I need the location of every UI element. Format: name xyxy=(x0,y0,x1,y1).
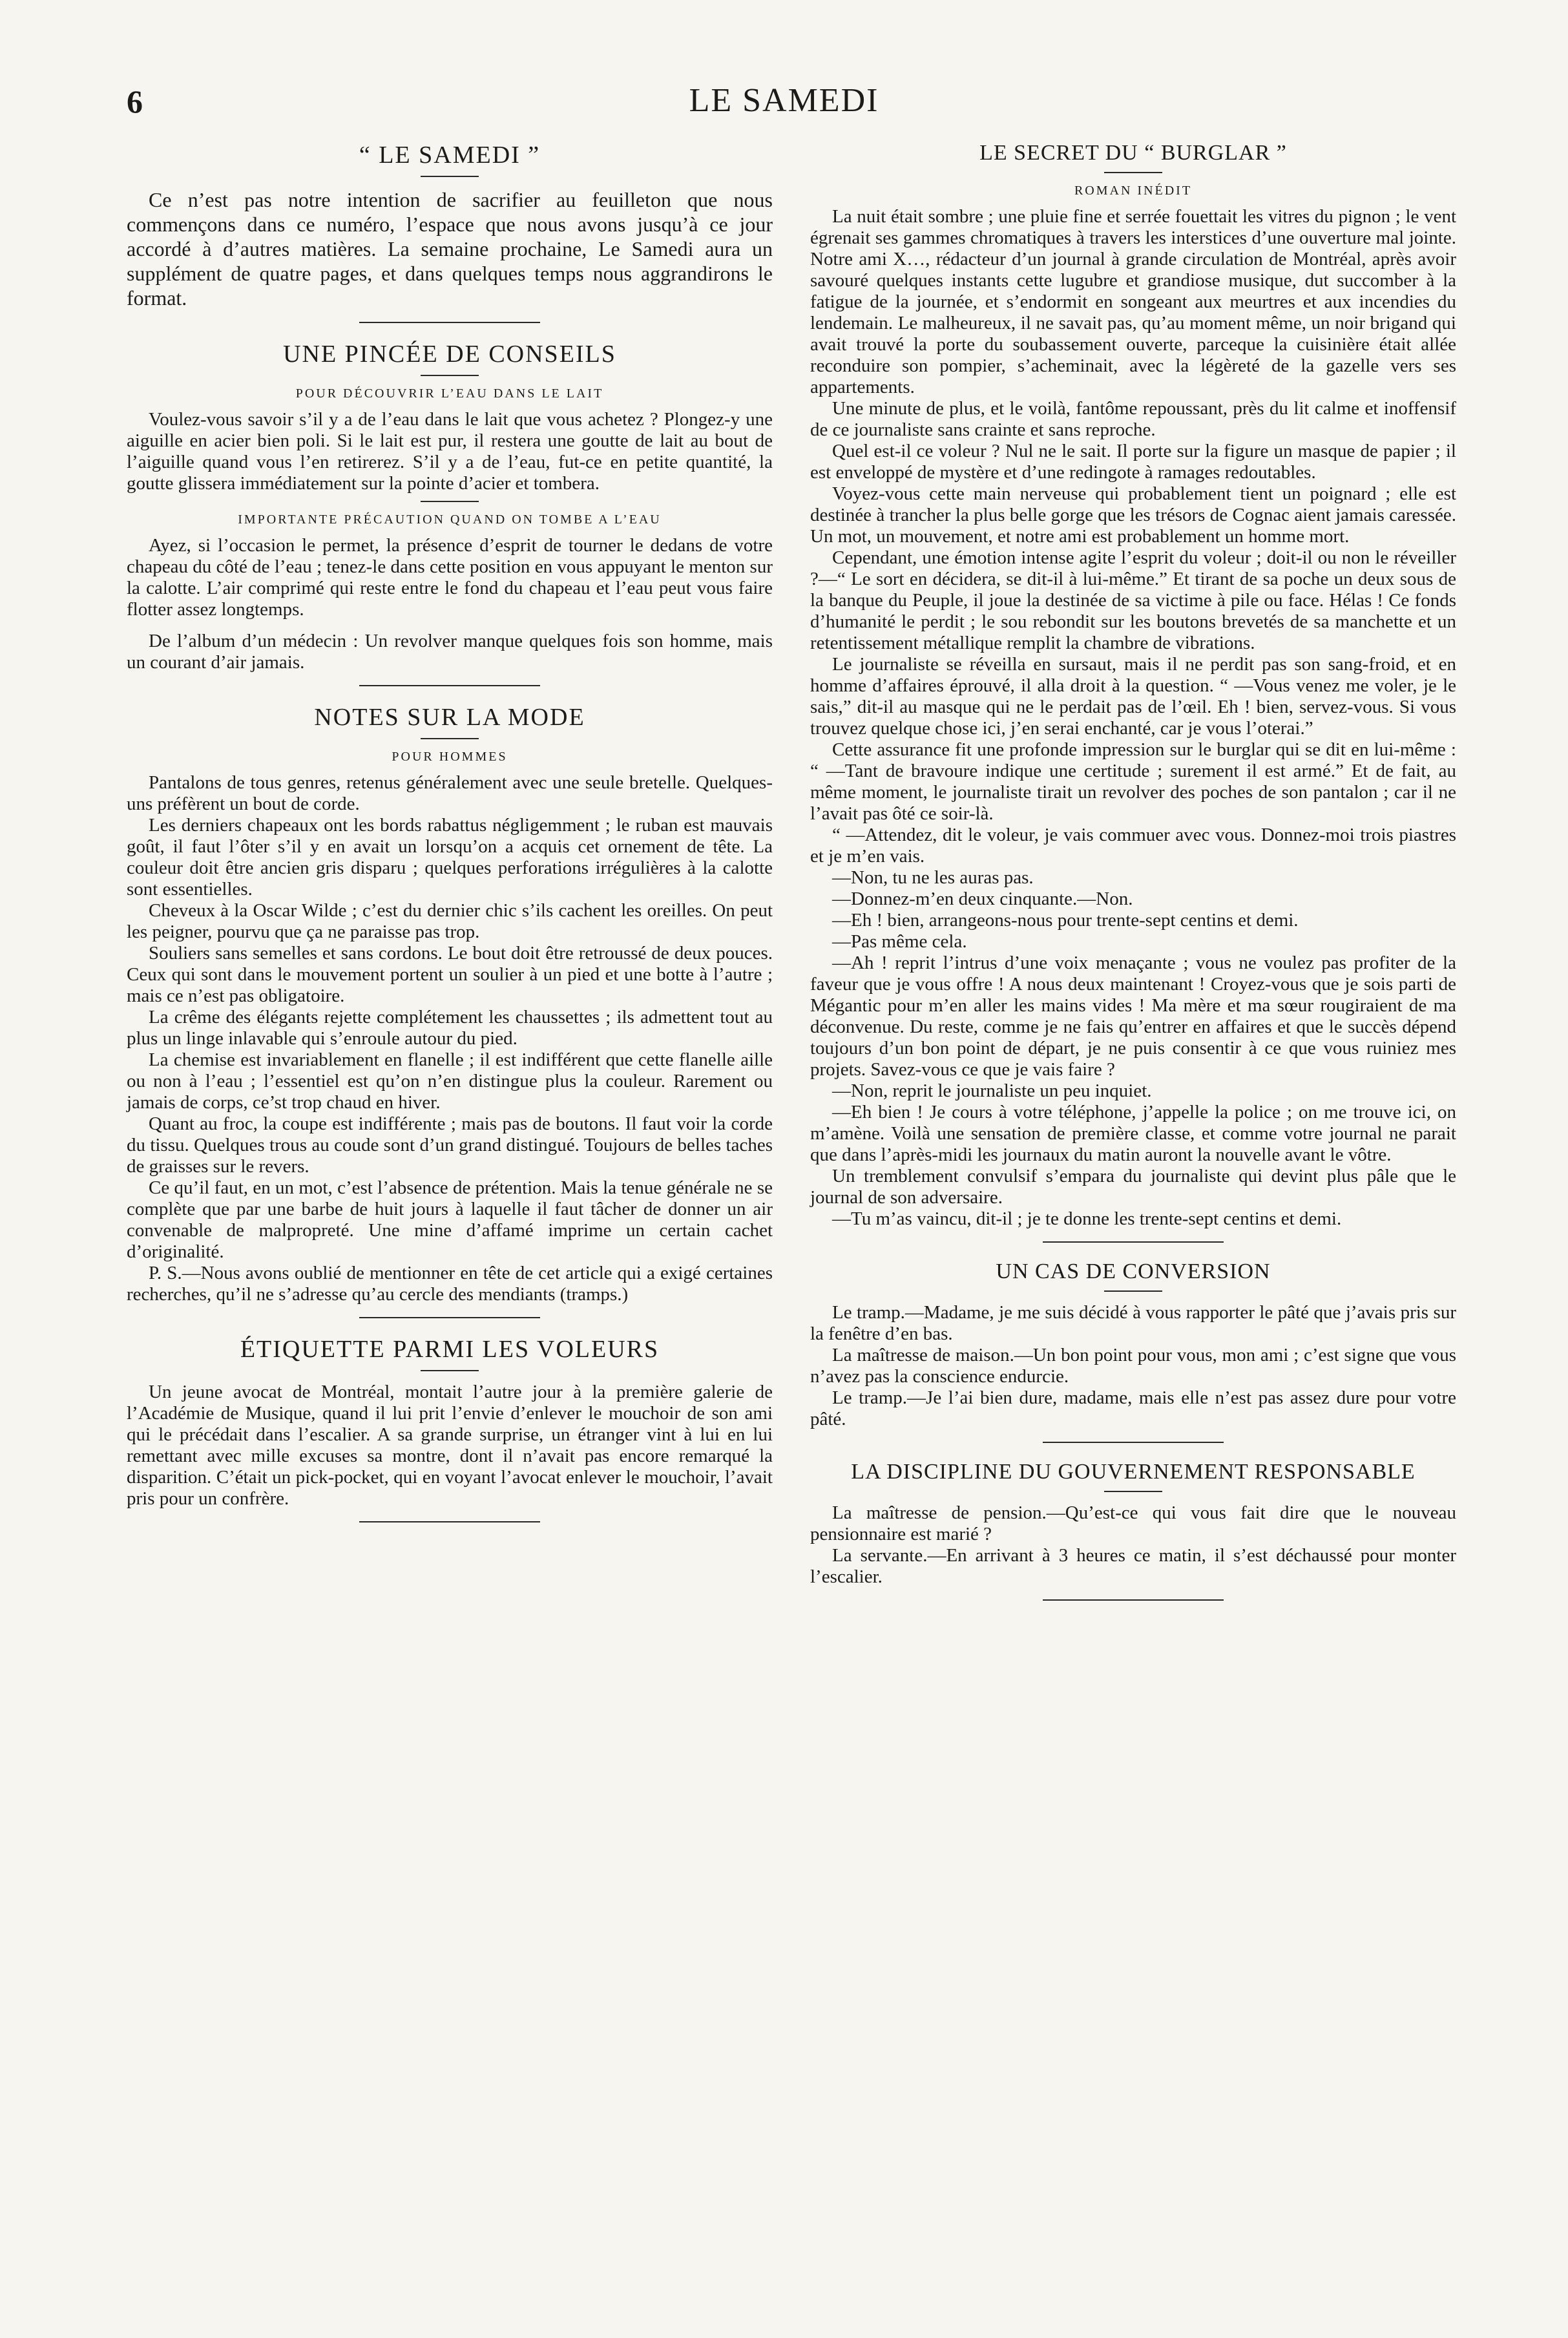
page-number: 6 xyxy=(127,83,143,120)
section-subtitle: POUR DÉCOUVRIR L’EAU DANS LE LAIT xyxy=(295,386,604,401)
section-un-cas-de-conversion xyxy=(810,1259,1456,1430)
paragraph: Les derniers chapeaux ont les bords rabattus négligemment ; le ruban est mauvais goût, il faut l’ôter s’il y en avait un lorsqu’on a acquis cet ornement de tête. La couleur doit être ancien gris disparu ; quelques perforations irrégulières à la calotte sont essentielles. xyxy=(127,815,773,900)
paragraph: Cheveux à la Oscar Wilde ; c’est du dernier chic s’ils cachent les oreilles. On peut les peigner, pourvu que ça ne paraisse pas trop. xyxy=(127,900,773,942)
paragraph: Une minute de plus, et le voilà, fantôme repoussant, près du lit calme et inoffensif de ce journaliste sans crainte et sans reproche. xyxy=(810,398,1456,440)
paragraph: —Donnez-m’en deux cinquante.—Non. xyxy=(832,889,1133,909)
paragraph: Ayez, si l’occasion le permet, la présence d’esprit de tourner le dedans de votre chapeau du côté de l’eau ; tenez-le dans cette position en vous appuyant le menton sur la calotte. L’air comprimé qui reste entre le fond du chapeau et l’eau peut vous faire flotter assez longtemps. xyxy=(127,535,773,620)
divider xyxy=(359,1521,540,1522)
divider xyxy=(1043,1241,1224,1243)
section-title: “ LE SAMEDI ” xyxy=(359,142,541,169)
section-title: NOTES SUR LA MODE xyxy=(314,704,585,731)
paragraph: La servante.—En arrivant à 3 heures ce matin, il s’est déchaussé pour monter l’escalier. xyxy=(810,1545,1456,1587)
paragraph: Souliers sans semelles et sans cordons. Le bout doit être retroussé de deux pouces. Ceux qui sont dans le mouvement portent un soulier à un pied et une botte à l’autre ; mais ce n’est pas obligatoire. xyxy=(127,943,773,1006)
divider xyxy=(421,1370,479,1371)
paragraph: —Ah ! reprit l’intrus d’une voix menaçante ; vous ne voulez pas profiter de la faveur que je vous offre ! A nous deux maintenant ! Croyez-vous que je sois parti de Mégantic pour m’en aller les mains vides ! Ma mère et ma sœur rougiraient de ma déconvenue. Du reste, comme je ne fais qu’entrer en affaires et que le succès dépend toujours d’un bon point de départ, je ne puis consentir à ce que vous ruiniez mes projets. Savez-vous ce que je vais faire ? xyxy=(810,953,1456,1080)
section-title: UNE PINCÉE DE CONSEILS xyxy=(283,341,616,368)
section-title: LA DISCIPLINE DU GOUVERNEMENT RESPONSABLE xyxy=(851,1460,1416,1484)
paragraph: Quel est-il ce voleur ? Nul ne le sait. Il porte sur la figure un masque de papier ; il est enveloppé de mystère et d’une redingote à ramages redoutables. xyxy=(810,441,1456,483)
section-secret-du-burglar xyxy=(810,141,1456,1230)
divider xyxy=(359,1317,540,1318)
paragraph: Ce qu’il faut, en un mot, c’est l’absence de prétention. Mais la tenue générale ne se complète que par une barbe de huit jours à laquelle il faut tâcher de donner un air convenable de malpropreté. Une mine d’affamé imprime un certain cachet d’originalité. xyxy=(127,1177,773,1262)
divider xyxy=(1043,1442,1224,1443)
paragraph: Le tramp.—Madame, je me suis décidé à vous rapporter le pâté que j’avais pris sur la fenêtre d’en bas. xyxy=(810,1302,1456,1344)
section-etiquette-parmi-les-voleurs xyxy=(127,1335,773,1510)
paragraph: Un tremblement convulsif s’empara du journaliste qui devint plus pâle que le journal de son adversaire. xyxy=(810,1166,1456,1208)
section-title: UN CAS DE CONVERSION xyxy=(996,1259,1271,1283)
paragraph: Cependant, une émotion intense agite l’esprit du voleur ; doit-il ou non le réveiller ?—“ Le sort en décidera, se dit-il à lui-même.” Et tirant de sa poche un deux sous de la banque du Peuple, il joue la destinée de sa victime à pile ou face. Hélas ! Ce fonds d’humanité le perdit ; le sou rebondit sur les boutons brevetés de sa manchette et un retentissement métallique remplit la chambre de vibrations. xyxy=(810,547,1456,653)
paragraph: La crême des élégants rejette complétement les chaussettes ; ils admettent tout au plus un linge inlavable qui s’enroule autour du pied. xyxy=(127,1007,773,1049)
right-column xyxy=(810,141,1456,1617)
section-pincee-de-conseils xyxy=(127,340,773,673)
paragraph: Cette assurance fit une profonde impression sur le burglar qui se dit en lui-même : “ —Tant de bravoure indique une certitude ; surement il est armé.” Et de fait, au même moment, le journaliste tirait un revolver des poches de son pantalon ; car il ne l’avait pas ôté ce soir-là. xyxy=(810,739,1456,824)
paragraph: La nuit était sombre ; une pluie fine et serrée fouettait les vitres du pignon ; le vent égrenait ses gammes chromatiques à travers les interstices d’une ouverture mal jointe. Notre ami X…, rédacteur d’un journal à grande circulation de Montréal, après avoir savouré quelques instants cette lugubre et grandiose musique, dut succomber à la fatigue de la journée, et s’endormit en songeant aux meurtres et aux incendies du lendemain. Le malheureux, il ne savait pas, qu’au moment même, un noir brigand qui avait trouvé la porte du soubassement ouverte, parceque la cuisinière était allée reconduire son pompier, s’acheminait, avec la légèreté de la gazelle vers ses appartements. xyxy=(810,206,1456,397)
section-subtitle: POUR HOMMES xyxy=(392,750,508,764)
paragraph: La maîtresse de pension.—Qu’est-ce qui vous fait dire que le nouveau pensionnaire est marié ? xyxy=(810,1502,1456,1544)
section-subtitle: IMPORTANTE PRÉCAUTION QUAND ON TOMBE A L’EAU xyxy=(238,512,662,527)
divider xyxy=(1104,172,1162,173)
paragraph: La chemise est invariablement en flanelle ; il est indifférent que cette flanelle aille ou non à l’eau ; l’essentiel est qu’on n’en distingue plus la couleur. Rarement ou jamais de corps, ce’st trop chaud en hiver. xyxy=(127,1049,773,1113)
paragraph: Le journaliste se réveilla en sursaut, mais il ne perdit pas son sang-froid, et en homme d’affaires éprouvé, il alla droit à la question. “ —Vous venez me voler, je le sais,” dit-il au masque qui ne le perdait pas de l’œil. Eh ! bien, servez-vous. Si vous trouvez quelque chose ici, j’en serai enchanté, car je vous l’oterai.” xyxy=(810,654,1456,739)
paragraph: “ —Attendez, dit le voleur, je vais commuer avec vous. Donnez-moi trois piastres et je m’en vais. xyxy=(810,825,1456,867)
divider xyxy=(421,375,479,376)
paragraph: —Pas même cela. xyxy=(832,931,967,952)
paragraph: —Eh bien ! Je cours à votre téléphone, j’appelle la police ; on me trouve ici, on m’amène. Voilà une sensation de première classe, et comme votre journal ne parait que dans l’après-midi les journaux du matin auront la nouvelle avant le vôtre. xyxy=(810,1102,1456,1165)
divider xyxy=(1104,1290,1162,1292)
section-title: LE SECRET DU “ BURGLAR ” xyxy=(979,141,1287,165)
left-column xyxy=(127,141,773,1539)
paragraph: Voyez-vous cette main nerveuse qui probablement tient un poignard ; elle est destinée à trancher la plus belle gorge que les trésors de Cognac aient jamais caressée. Un mot, un mouvement, et notre ami est probablement un homme mort. xyxy=(810,483,1456,547)
paragraph: Voulez-vous savoir s’il y a de l’eau dans le lait que vous achetez ? Plongez-y une aiguille en acier bien poli. Si le lait est pur, il restera une goutte de lait au bout de l’aiguille quand vous l’en retirerez. S’il y a de l’eau, fut-ce en petite quantité, la goutte glissera immédiatement sur la pointe d’acier et tombera. xyxy=(127,409,773,494)
section-discipline-gouvernement xyxy=(810,1460,1456,1588)
divider xyxy=(421,501,479,502)
paragraph: —Tu m’as vaincu, dit-il ; je te donne les trente-sept centins et demi. xyxy=(832,1208,1342,1229)
paragraph: P. S.—Nous avons oublié de mentionner en tête de cet article qui a exigé certaines recherches, qu’il ne s’adresse qu’au cercle des mendiants (tramps.) xyxy=(127,1263,773,1305)
paragraph: —Non, reprit le journaliste un peu inquiet. xyxy=(832,1080,1152,1101)
divider xyxy=(421,176,479,177)
paragraph: —Eh ! bien, arrangeons-nous pour trente-sept centins et demi. xyxy=(832,910,1299,931)
divider xyxy=(359,322,540,323)
divider xyxy=(359,685,540,686)
section-title: ÉTIQUETTE PARMI LES VOLEURS xyxy=(240,1336,660,1363)
paragraph: —Non, tu ne les auras pas. xyxy=(832,867,1034,888)
divider xyxy=(1104,1491,1162,1492)
paragraph: Ce n’est pas notre intention de sacrifier au feuilleton que nous commençons dans ce numéro, l’espace que nous avons jusqu’à ce jour accordé à d’autres matières. La semaine prochaine, Le Samedi aura un supplément de quatre pages, et dans quelques temps nous aggrandirons le format. xyxy=(127,188,773,310)
section-subtitle: ROMAN INÉDIT xyxy=(1074,184,1193,198)
paragraph: De l’album d’un médecin : Un revolver manque quelques fois son homme, mais un courant d’air jamais. xyxy=(127,631,773,673)
section-le-samedi xyxy=(127,141,773,310)
divider xyxy=(1043,1599,1224,1601)
paragraph: Le tramp.—Je l’ai bien dure, madame, mais elle n’est pas assez dure pour votre pâté. xyxy=(810,1387,1456,1429)
paragraph: Pantalons de tous genres, retenus généralement avec une seule bretelle. Quelques-uns préfèrent un bout de corde. xyxy=(127,772,773,814)
paragraph: Quant au froc, la coupe est indifférente ; mais pas de boutons. Il faut voir la corde du tissu. Quelques trous au coude sont d’un grand distingué. Toujours de belles taches de graisses sur le revers. xyxy=(127,1113,773,1177)
page-title: LE SAMEDI xyxy=(689,82,879,119)
section-notes-sur-la-mode xyxy=(127,703,773,1305)
paragraph: Un jeune avocat de Montréal, montait l’autre jour à la première galerie de l’Académie de Musique, quand il lui prit l’envie d’enlever le mouchoir de son ami qui le précédait dans l’escalier. A sa grande surprise, un étranger vint à lui en lui remettant avec mille excuses sa montre, dont il n’avait pas encore remarqué la disparition. C’était un pick-pocket, qui en voyant l’avocat enlever le mouchoir, l’avait pris pour un confrère. xyxy=(127,1382,773,1509)
paragraph: La maîtresse de maison.—Un bon point pour vous, mon ami ; c’est signe que vous n’avez pas la conscience endurcie. xyxy=(810,1345,1456,1387)
divider xyxy=(421,738,479,739)
